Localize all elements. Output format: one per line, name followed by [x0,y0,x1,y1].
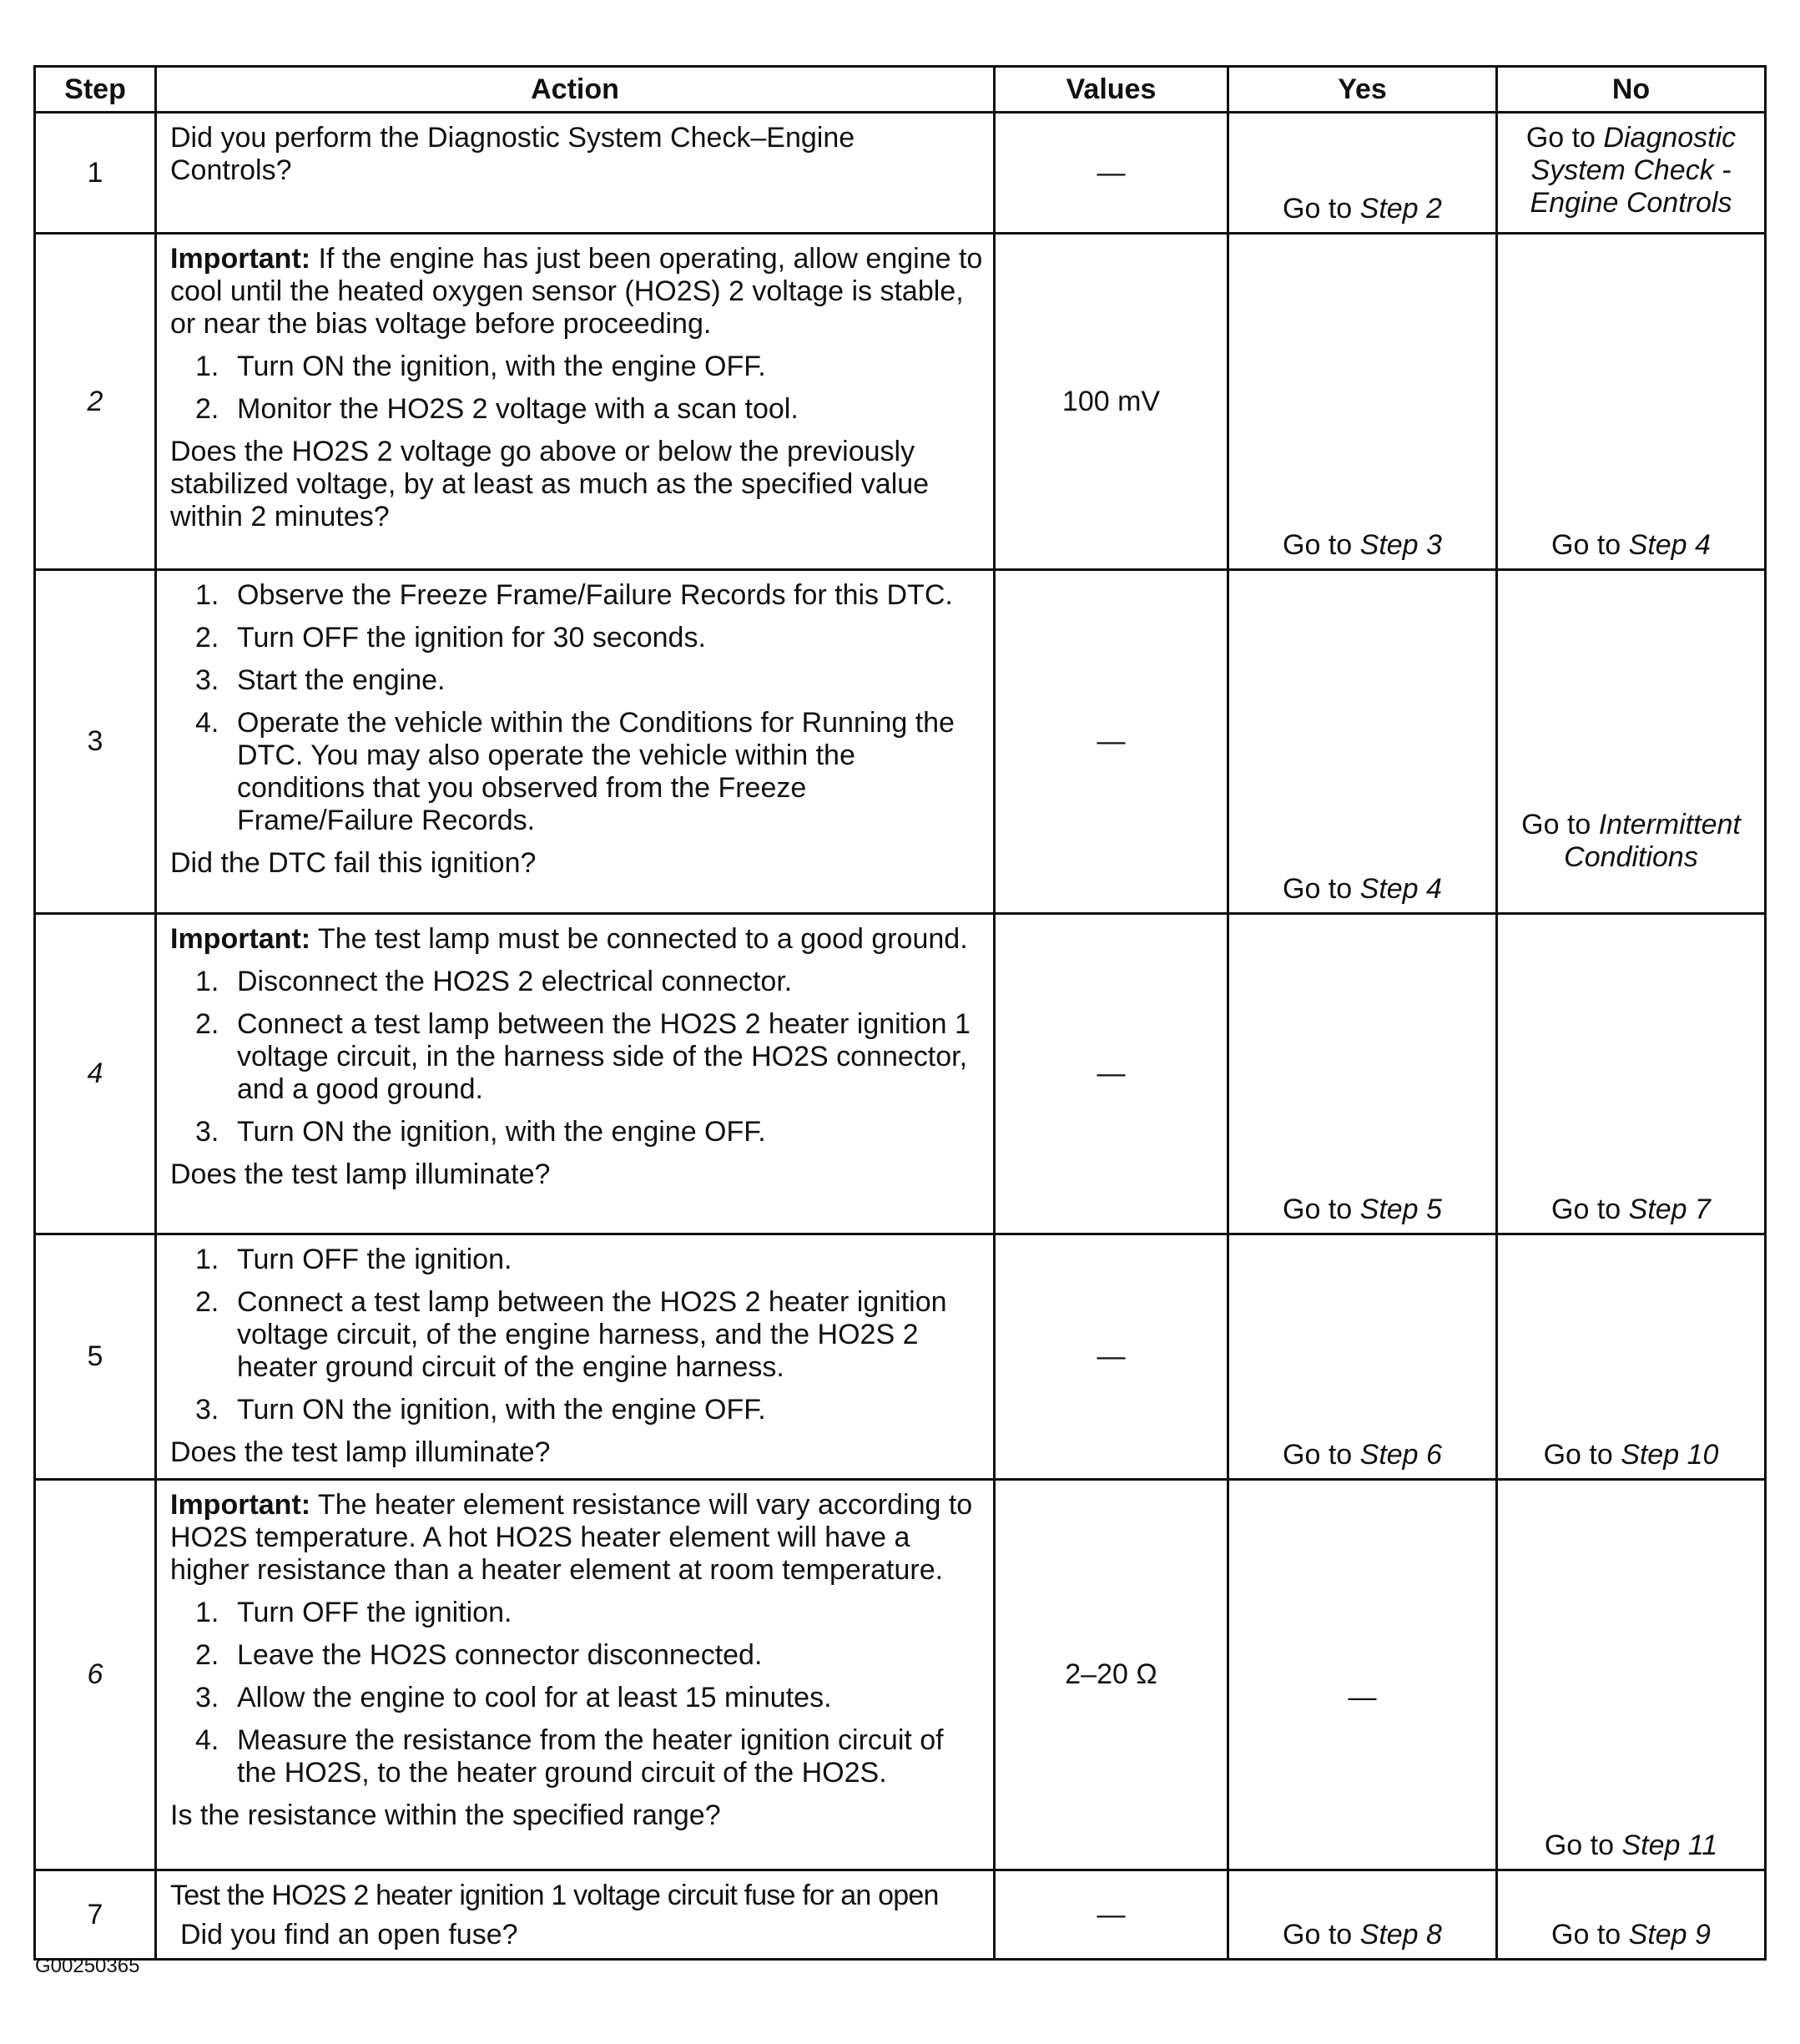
value-cell: — [995,570,1228,914]
step-number: 5 [35,1234,156,1480]
header-yes: Yes [1228,67,1497,113]
step-number: 6 [35,1480,156,1870]
step-number: 2 [35,234,156,570]
list-item: 4. Measure the resistance from the heater ignition circuit of the HO2S, to the heater ground circuit of the HO2S. [195,1724,944,1789]
value-cell: — [995,1234,1228,1480]
yes-cell [1228,113,1497,234]
table-row [35,113,1766,234]
table-row [35,1480,1766,1870]
list-item: 1. Disconnect the HO2S 2 electrical connector. [195,966,793,997]
yes-result: Go to Step 6 [1283,1439,1442,1471]
header-step: Step [35,67,156,113]
list-item: 1. Turn ON the ignition, with the engine OFF. [195,351,766,382]
value-cell: — [995,113,1228,234]
no-cell [1497,914,1766,1234]
no-prefix: Go to [1525,122,1604,154]
list-item: 2. Monitor the HO2S 2 voltage with a scan tool. [195,393,799,425]
no-link: Step 11 [1621,1830,1718,1861]
action-question: Does the test lamp illuminate? [170,1158,551,1190]
no-result: Go to Step 7 [1551,1194,1711,1225]
no-cell [1497,1234,1766,1480]
list-item: 1. Observe the Freeze Frame/Failure Records for this DTC. [195,579,953,611]
list-item: 3. Turn ON the ignition, with the engine OFF. [195,1116,766,1148]
no-link: Step 10 [1621,1439,1719,1471]
no-result: Go to Step 4 [1551,529,1711,561]
important-label: Important: [170,923,311,955]
list-item: 4. Operate the vehicle within the Conditions for Running the DTC. You may also operate the vehicle within the conditions that you observed from the Freeze Frame/Failure Records. [195,707,955,836]
yes-link: Step 4 [1359,873,1442,905]
yes-cell [1228,1480,1497,1870]
action-steps [170,351,983,426]
no-link: Step 7 [1628,1194,1711,1225]
list-item: 2. Turn OFF the ignition for 30 seconds. [195,622,706,654]
header-no: No [1497,67,1766,113]
action-steps [170,1244,983,1426]
table-row [35,570,1766,914]
yes-result [1229,193,1495,225]
yes-link: Step 3 [1359,529,1442,561]
table-row [35,1234,1766,1480]
header-row [35,67,1766,113]
action-steps [170,579,983,837]
step-number: 7 [35,1870,156,1960]
no-result: Go to Step 9 [1551,1919,1711,1951]
no-cell [1497,1870,1766,1960]
table-row [35,914,1766,1234]
action-question: Does the HO2S 2 voltage go above or below the previously stabilized voltage, by at least as much as the specified value within 2 minutes? [170,436,930,532]
important-note [170,243,983,341]
value-cell: 2–20 Ω [995,1480,1228,1870]
no-cell [1497,234,1766,570]
action-cell [156,914,995,1234]
no-cell [1497,570,1766,914]
important-note [170,923,983,956]
header-action: Action [156,67,995,113]
yes-cell [1228,570,1497,914]
step-number: 3 [35,570,156,914]
table-row [35,1870,1766,1960]
list-item: 3. Turn ON the ignition, with the engine OFF. [195,1394,766,1426]
list-item: 1. Turn OFF the ignition. [195,1244,512,1275]
yes-result: Go to Step 8 [1283,1919,1442,1951]
important-text: The test lamp must be connected to a good ground. [310,923,968,955]
table-row [35,234,1766,570]
list-item: 3. Allow the engine to cool for at least 15 minutes. [195,1682,832,1713]
value-cell: — [995,1870,1228,1960]
yes-link: Step 6 [1359,1439,1442,1471]
no-link: Step 9 [1628,1919,1711,1951]
diagnostic-table [33,65,1767,1961]
no-result [1498,114,1764,220]
yes-result: Go to Step 3 [1283,529,1442,561]
important-label: Important: [170,1489,311,1521]
list-item: 2. Connect a test lamp between the HO2S 2 heater ignition 1 voltage circuit, in the harness side of the HO2S connector, and a good ground. [195,1008,971,1105]
list-item: 2. Connect a test lamp between the HO2S 2 heater ignition voltage circuit, of the engine harness, and the HO2S 2 heater ground circuit of the engine harness. [195,1286,947,1383]
no-link: Intermittent Conditions [1564,809,1741,873]
yes-result: Go to Step 4 [1283,873,1442,905]
yes-link: Step 8 [1359,1919,1442,1951]
list-item: 1. Turn OFF the ignition. [195,1597,512,1628]
action-question: Did you find an open fuse? [180,1919,518,1951]
header-values: Values [995,67,1228,113]
step-number: 4 [35,914,156,1234]
yes-link: Step 5 [1359,1194,1442,1225]
action-question: Is the resistance within the specified range? [170,1799,721,1831]
action-cell [156,234,995,570]
yes-cell [1228,1234,1497,1480]
yes-cell [1228,234,1497,570]
value-cell: 100 mV [995,234,1228,570]
no-link: Diagnostic System Check - Engine Controls [1530,122,1737,219]
step-number: 1 [35,113,156,234]
yes-prefix: Go to [1283,193,1360,225]
important-label: Important: [170,243,311,275]
no-result: Go to Step 10 [1543,1439,1719,1471]
yes-result: — [1348,1681,1377,1713]
yes-result: Go to Step 5 [1283,1194,1442,1225]
action-cell [156,1480,995,1870]
action-question: Did the DTC fail this ignition? [170,847,537,879]
action-cell [156,113,995,234]
action-steps [170,1597,983,1789]
action-cell [156,570,995,914]
important-text: The heater element resistance will vary according to HO2S temperature. A hot HO2S heater element will have a higher resistance than a heater element at room temperature. [170,1489,973,1586]
diagnostic-table-container [33,65,1764,1961]
important-note [170,1489,983,1587]
list-item: 2. Leave the HO2S connector disconnected. [195,1639,763,1671]
value-cell: — [995,914,1228,1234]
important-text: If the engine has just been operating, allow engine to cool until the heated oxygen sensor (HO2S) 2 voltage is stable, or near the bias voltage before proceeding. [170,243,983,340]
yes-link: Step 2 [1359,193,1442,225]
action-cell [156,1234,995,1480]
action-cell [156,1870,995,1960]
figure-code: G00250365 [35,1955,140,1977]
action-steps [170,966,983,1148]
action-question: Does the test lamp illuminate? [170,1436,551,1468]
yes-cell [1228,914,1497,1234]
no-cell [1497,113,1766,234]
yes-cell [1228,1870,1497,1960]
no-result: Go to Intermittent Conditions [1521,809,1741,873]
no-link: Step 4 [1628,529,1711,561]
action-intro: Did you perform the Diagnostic System Check–Engine Controls? [170,122,855,186]
no-result: Go to Step 11 [1544,1830,1718,1861]
action-intro: Test the HO2S 2 heater ignition 1 voltage circuit fuse for an open [170,1880,939,1911]
no-cell [1497,1480,1766,1870]
list-item: 3. Start the engine. [195,664,446,696]
